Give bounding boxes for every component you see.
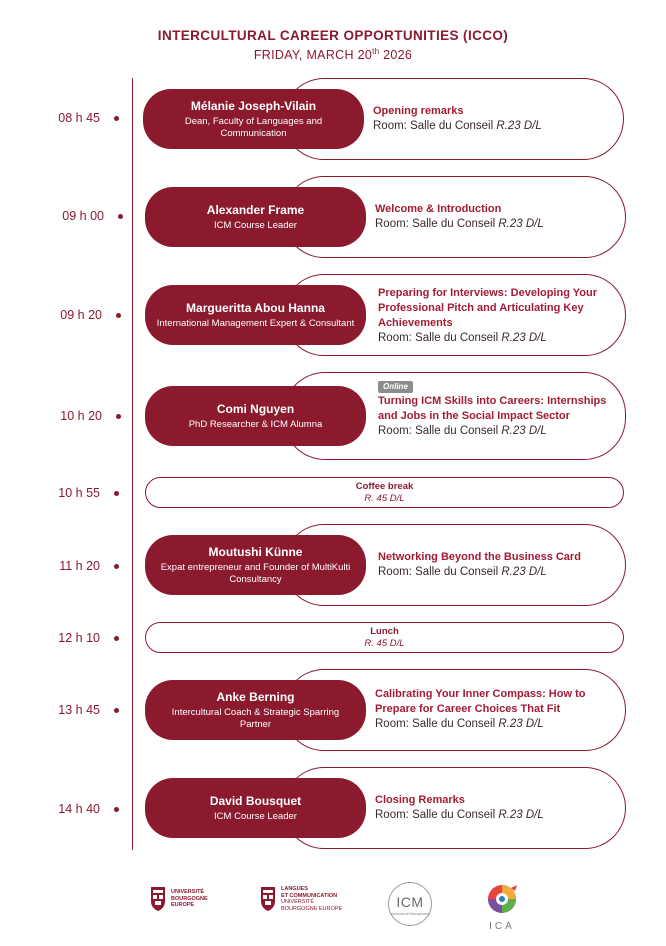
speaker-pill (143, 89, 364, 149)
speaker-pill (145, 778, 366, 838)
speaker-name: Margueritta Abou Hanna (186, 300, 325, 315)
speaker-name: Anke Berning (216, 689, 295, 704)
speaker-pill (145, 386, 366, 446)
speaker-pill (145, 680, 366, 740)
break-room: R. 45 D/L (364, 493, 405, 504)
crest-icon (148, 886, 168, 912)
break-card (145, 622, 624, 653)
session-room: Room: Salle du Conseil R.23 D/L (378, 332, 547, 344)
page-header (0, 28, 666, 62)
session-topic: Preparing for Interviews: Developing Your Professional Pitch and Articulating Key Achievements (378, 287, 598, 329)
ica-logo: ICA (480, 882, 524, 932)
speaker-name: Alexander Frame (206, 202, 305, 217)
session-topic: Networking Beyond the Business Card (378, 551, 581, 563)
session-content (378, 379, 612, 439)
timeline-dot (114, 564, 119, 569)
page-title: INTERCULTURAL CAREER OPPORTUNITIES (ICCO) (157, 28, 509, 43)
break-time: 12 h 10 (58, 631, 100, 645)
timeline-line (132, 78, 133, 850)
timeline-dot (116, 414, 121, 419)
speaker-name: Mélanie Joseph-Vilain (190, 98, 317, 113)
langues-communication-logo: LANGUES ET COMMUNICATION UNIVERSITÉ BOURGOGNE EUROPE (258, 886, 342, 912)
break-label: Coffee break (355, 481, 414, 492)
timeline-dot (114, 708, 119, 713)
session-room: Room: Salle du Conseil R.23 D/L (375, 218, 544, 230)
speaker-role: PhD Researcher & ICM Alumna (188, 418, 323, 430)
timeline-dot (114, 636, 119, 641)
session-topic: Calibrating Your Inner Compass: How to Prepare for Career Choices That Fit (375, 688, 586, 715)
ica-chameleon-icon (485, 882, 519, 916)
speaker-pill (145, 187, 366, 247)
session-time: 14 h 40 (58, 802, 100, 816)
break-time: 10 h 55 (58, 486, 100, 500)
timeline-dot (116, 313, 121, 318)
event-date: FRIDAY, MARCH 20th 2026 (253, 47, 413, 63)
break-label: Lunch (370, 626, 399, 637)
session-content (375, 202, 615, 232)
speaker-name: Comi Nguyen (216, 401, 295, 416)
speaker-pill (145, 535, 366, 595)
speaker-role: International Management Expert & Consultant (156, 317, 355, 329)
footer (0, 870, 666, 946)
session-time: 10 h 20 (60, 409, 102, 423)
session-content (378, 286, 612, 346)
session-room: Room: Salle du Conseil R.23 D/L (373, 120, 542, 132)
session-time: 09 h 00 (62, 209, 104, 223)
session-topic: Welcome & Introduction (375, 203, 502, 215)
speaker-role: Dean, Faculty of Languages and Communication (184, 115, 323, 139)
session-room: Room: Salle du Conseil R.23 D/L (375, 809, 544, 821)
session-time: 13 h 45 (58, 703, 100, 717)
break-card (145, 477, 624, 508)
speaker-name: Moutushi Künne (208, 544, 303, 559)
speaker-pill (145, 285, 366, 345)
session-time: 09 h 20 (60, 308, 102, 322)
session-topic: Turning ICM Skills into Careers: Internships and Jobs in the Social Impact Sector (378, 395, 607, 422)
speaker-name: David Bousquet (209, 793, 302, 808)
online-badge: Online (378, 381, 413, 393)
session-room: Room: Salle du Conseil R.23 D/L (375, 718, 544, 730)
session-topic: Closing Remarks (375, 794, 465, 806)
session-time: 11 h 20 (59, 559, 100, 573)
session-content (375, 793, 615, 823)
session-time: 08 h 45 (58, 111, 100, 125)
icm-logo: ICM Intercultural Management (388, 882, 432, 926)
speaker-role: ICM Course Leader (214, 810, 297, 822)
session-room: Room: Salle du Conseil R.23 D/L (378, 566, 547, 578)
session-content (373, 104, 613, 134)
crest-icon (258, 886, 278, 912)
timeline-dot (114, 807, 119, 812)
break-room: R. 45 D/L (364, 638, 405, 649)
session-topic: Opening remarks (373, 105, 464, 117)
timeline-dot (118, 214, 123, 219)
speaker-role: ICM Course Leader (214, 219, 297, 231)
speaker-role: Intercultural Coach & Strategic Sparring Partner (171, 706, 340, 730)
timeline-dot (114, 116, 119, 121)
speaker-role: Expat entrepreneur and Founder of MultiKulti Consultancy (160, 561, 351, 585)
timeline-dot (114, 491, 119, 496)
session-room: Room: Salle du Conseil R.23 D/L (378, 425, 547, 437)
session-content (378, 550, 618, 580)
session-content (375, 687, 620, 732)
universite-bourgogne-logo: UNIVERSITÉ BOURGOGNE EUROPE (148, 886, 208, 912)
